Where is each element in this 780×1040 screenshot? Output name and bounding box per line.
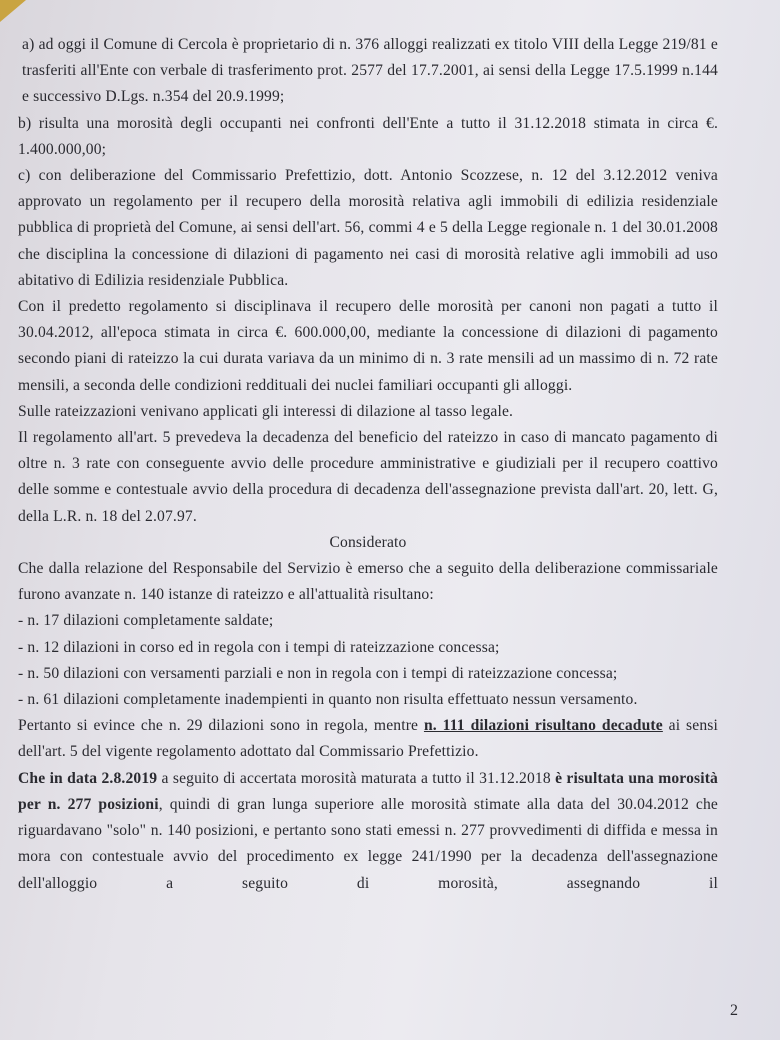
decadute-highlight: n. 111 dilazioni risultano decadute (423, 717, 663, 735)
paragraph-h-start: Pertanto si evince che n. 29 dilazioni sono in regola, mentre (18, 717, 424, 735)
page-number: 2 (730, 1002, 738, 1019)
paragraph-g: Che dalla relazione del Responsabile del Servizio è emerso che a seguito della deliberazione commissariale furono avanzate n. 140 istanze di rateizzo e all'attualità risultano: (18, 560, 718, 604)
corner-stain (0, 0, 26, 22)
paragraph-i-text-1: a seguito di accertata morosità maturata a tutto il 31.12.2018 (157, 769, 556, 787)
paragraph-b: b) risulta una morosità degli occupanti nei confronti dell'Ente a tutto il 31.12.2018 stimata in circa €. 1.400.000,00; (18, 114, 718, 158)
paragraph-f: Il regolamento all'art. 5 prevedeva la decadenza del beneficio del rateizzo in caso di mancato pagamento di oltre n. 3 rate con conseguente avvio delle procedure amministrative e giudiziali per il recupero coattivo delle somme e contestuale avvio della procedura di decadenza dell'assegnazione prevista dall'art. 20, lett. G, della L.R. n. 18 del 2.07.97. (18, 429, 718, 525)
list-item: - n. 12 dilazioni in corso ed in regola con i tempi di rateizzazione concessa; (18, 638, 500, 656)
paragraph-e: Sulle rateizzazioni venivano applicati gli interessi di dilazione al tasso legale. (18, 402, 514, 420)
list-item: - n. 61 dilazioni completamente inadempienti in quanto non risulta effettuato nessun versamento. (18, 691, 638, 709)
paragraph-i (18, 766, 718, 923)
list-item: - n. 17 dilazioni completamente saldate; (18, 612, 274, 630)
paragraph-d: Con il predetto regolamento si disciplinava il recupero delle morosità per canoni non pagati a tutto il 30.04.2012, all'epoca stimata in circa €. 600.000,00, mediante la concessione di dilazioni di pagamento secondo piani di rateizzo la cui durata variava da un minimo di n. 3 rate mensili ad un massimo di n. 72 rate mensili, a seconda delle condizioni reddituali dei nuclei familiari occupanti gli alloggi. (18, 298, 718, 394)
morosita-highlight: è risultata una morosità per n. 277 posizioni (18, 769, 719, 813)
paragraph-h (18, 713, 718, 765)
paragraph-i-text-2: , quindi di gran lunga superiore alle morosità stimate alla data del 30.04.2012 che riguardavano "solo" n. 140 posizioni, e pertanto sono stati emessi n. 277 provvedimenti di diffida e messa in mora con contestuale avvio del procedimento ex legge 241/1990 per la decadenza dell'assegnazione dell'alloggio a seguito di morosità, assegnando il (18, 795, 718, 892)
list-item: - n. 50 dilazioni con versamenti parziali e non in regola con i tempi di rateizzazione concessa; (18, 664, 618, 682)
paragraph-h-end: ai sensi dell'art. 5 del vigente regolamento adottato dal Commissario Prefettizio. (18, 717, 718, 761)
date-highlight: Che in data 2.8.2019 (18, 769, 158, 787)
document-body (18, 32, 718, 923)
paragraph-c: c) con deliberazione del Commissario Prefettizio, dott. Antonio Scozzese, n. 12 del 3.12.2012 veniva approvato un regolamento per il recupero della morosità relativa agli immobili di edilizia residenziale pubblica di proprietà del Comune, ai sensi dell'art. 56, commi 4 e 5 della Legge regionale n. 1 del 30.01.2008 che disciplina la concessione di dilazioni di pagamento nei casi di morosità relative agli immobili ad uso abitativo di Edilizia residenziale Pubblica. (18, 167, 718, 289)
paragraph-a: a) ad oggi il Comune di Cercola è proprietario di n. 376 alloggi realizzati ex titolo VIII della Legge 219/81 e trasferiti all'Ente con verbale di trasferimento prot. 2577 del 17.7.2001, ai sensi della Legge 17.5.1999 n.144 e successivo D.Lgs. n.354 del 20.9.1999; (22, 36, 718, 106)
heading-considerato: Considerato (329, 533, 407, 551)
